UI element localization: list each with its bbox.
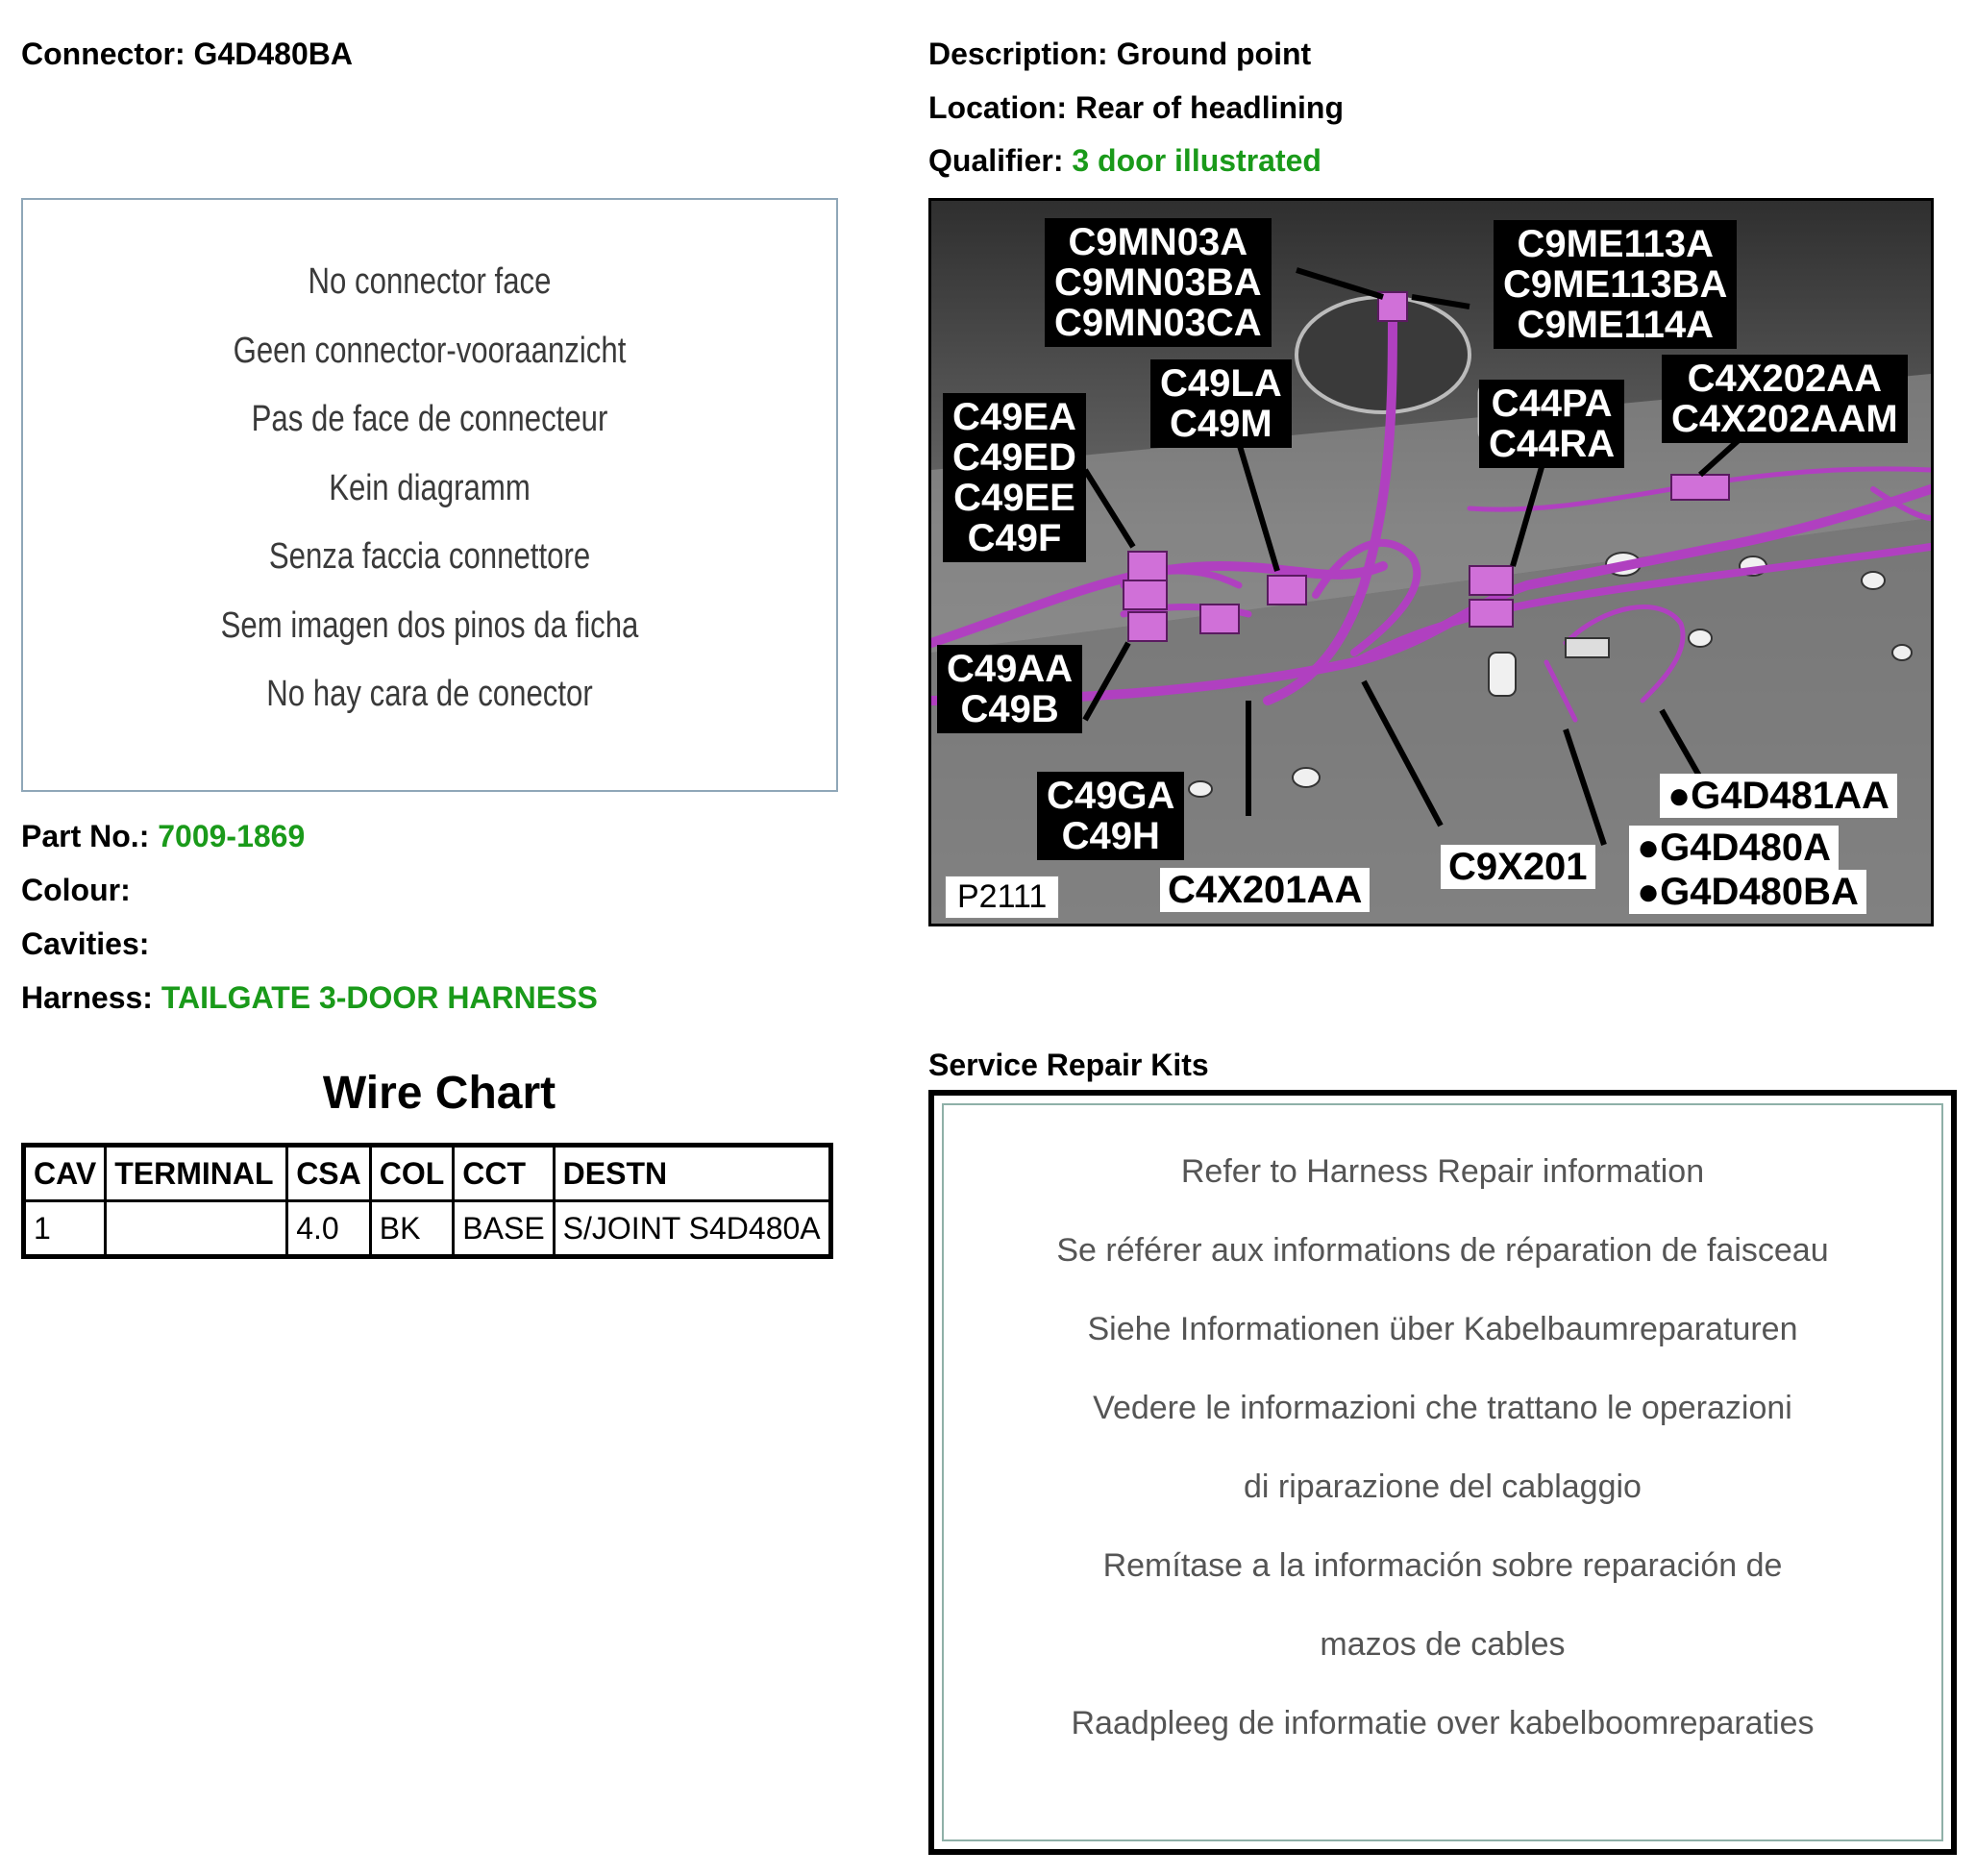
srk-line: Remítase a la información sobre reparación de — [1102, 1547, 1783, 1584]
header-cav: CAV — [24, 1146, 106, 1201]
callout-c49la — [1150, 359, 1292, 448]
callout-line: C49F — [967, 517, 1062, 559]
callout-line: C9ME113BA — [1503, 263, 1728, 306]
service-repair-kits-text — [944, 1132, 1941, 1763]
callout-line: C49GA — [1047, 775, 1175, 817]
callout-line: C49LA — [1160, 362, 1282, 405]
srk-line: Refer to Harness Repair information — [1180, 1153, 1705, 1190]
table-row — [24, 1201, 831, 1257]
callout-line: C49H — [1061, 815, 1160, 857]
colour-label: Colour: — [21, 873, 131, 907]
no-face-line: Pas de face de connecteur — [251, 399, 608, 439]
qualifier-field — [928, 143, 1321, 179]
part-number-field — [21, 819, 305, 854]
no-face-line: Kein diagramm — [329, 467, 531, 508]
callout-g4d480ba: ●G4D480BA — [1629, 870, 1866, 914]
description-value: Ground point — [1116, 37, 1312, 71]
callout-line: C49AA — [947, 648, 1074, 690]
callout-line: C49B — [960, 688, 1059, 730]
callout-g4d480a: ●G4D480A — [1629, 826, 1839, 870]
header-col: COL — [370, 1146, 454, 1201]
srk-line: Siehe Informationen über Kabelbaumreparaturen — [1087, 1311, 1798, 1347]
part-number-label: Part No.: — [21, 819, 150, 853]
qualifier-label: Qualifier: — [928, 143, 1064, 178]
callout-c44pa — [1479, 380, 1624, 468]
callout-line: C9ME113A — [1517, 223, 1714, 265]
callout-line: C4X202AA — [1687, 358, 1882, 400]
wire-chart-header-row — [24, 1146, 831, 1201]
harness-link[interactable]: TAILGATE 3-DOOR HARNESS — [161, 980, 598, 1015]
cell-terminal — [106, 1201, 287, 1257]
callout-c9mn03 — [1045, 218, 1272, 347]
cell-col: BK — [370, 1201, 454, 1257]
callout-g4d481aa: ●G4D481AA — [1660, 774, 1897, 818]
no-face-line: No hay cara de conector — [266, 674, 593, 714]
description-label: Description: — [928, 37, 1108, 71]
colour-field — [21, 873, 131, 908]
location-field — [928, 90, 1344, 126]
callout-line: C44RA — [1489, 423, 1616, 465]
figure-reference: P2111 — [945, 876, 1059, 919]
connector-field — [21, 37, 353, 72]
callout-c4x202 — [1662, 355, 1908, 443]
callout-line: C49ED — [952, 436, 1076, 479]
header-destn: DESTN — [554, 1146, 830, 1201]
callout-c9me113 — [1494, 220, 1737, 349]
callout-line: C44PA — [1491, 383, 1613, 425]
header-terminal: TERMINAL — [106, 1146, 287, 1201]
callout-c4x201aa: C4X201AA — [1160, 868, 1370, 912]
srk-line: di riparazione del cablaggio — [1244, 1469, 1642, 1505]
no-face-line: Senza faccia connettore — [268, 536, 591, 577]
no-connector-face-panel — [21, 198, 838, 792]
header-csa: CSA — [287, 1146, 371, 1201]
service-repair-kits-panel — [928, 1090, 1957, 1855]
callout-line: C49EA — [952, 396, 1076, 438]
location-photo — [928, 198, 1934, 926]
cell-cct: BASE — [454, 1201, 554, 1257]
wire-chart-title: Wire Chart — [322, 1068, 556, 1119]
srk-line: Raadpleeg de informatie over kabelboomreparaties — [1071, 1705, 1815, 1741]
callout-c49ga — [1037, 772, 1184, 860]
cell-csa: 4.0 — [287, 1201, 371, 1257]
wire-chart-table — [21, 1143, 833, 1259]
service-repair-kits-title: Service Repair Kits — [928, 1048, 1209, 1082]
no-face-line: Geen connector-vooraanzicht — [233, 330, 627, 371]
location-label: Location: — [928, 90, 1067, 125]
callout-line: C9ME114A — [1517, 304, 1714, 346]
srk-line: Vedere le informazioni che trattano le operazioni — [1093, 1390, 1792, 1426]
callout-c49aa — [937, 645, 1082, 733]
connector-value: G4D480BA — [193, 37, 353, 71]
description-field — [928, 37, 1311, 72]
no-face-line: Sem imagen dos pinos da ficha — [220, 605, 639, 646]
callout-line: C4X202AAM — [1671, 398, 1898, 440]
cell-destn[interactable]: S/JOINT S4D480A — [554, 1201, 830, 1257]
srk-line: mazos de cables — [1320, 1626, 1566, 1663]
connector-label: Connector: — [21, 37, 185, 71]
header-cct: CCT — [454, 1146, 554, 1201]
service-repair-kits-inner — [942, 1103, 1943, 1841]
location-value: Rear of headlining — [1074, 90, 1345, 125]
callout-c49ea — [943, 393, 1086, 562]
no-face-line: No connector face — [308, 261, 552, 302]
no-connector-face-text — [96, 248, 763, 729]
callout-line: C9MN03BA — [1054, 261, 1262, 304]
callout-line: C9MN03A — [1068, 221, 1248, 263]
cavities-label: Cavities: — [21, 926, 150, 961]
callout-line: C9MN03CA — [1054, 302, 1262, 344]
cell-cav: 1 — [24, 1201, 106, 1257]
qualifier-value: 3 door illustrated — [1072, 143, 1321, 178]
callout-line: C49M — [1170, 403, 1272, 445]
harness-label: Harness: — [21, 980, 153, 1015]
srk-line: Se référer aux informations de réparation de faisceau — [1056, 1232, 1829, 1269]
callout-c9x201: C9X201 — [1441, 845, 1595, 889]
cavities-field — [21, 926, 149, 962]
callout-line: C49EE — [953, 477, 1075, 519]
harness-field — [21, 980, 598, 1016]
part-number-link[interactable]: 7009-1869 — [158, 819, 306, 853]
